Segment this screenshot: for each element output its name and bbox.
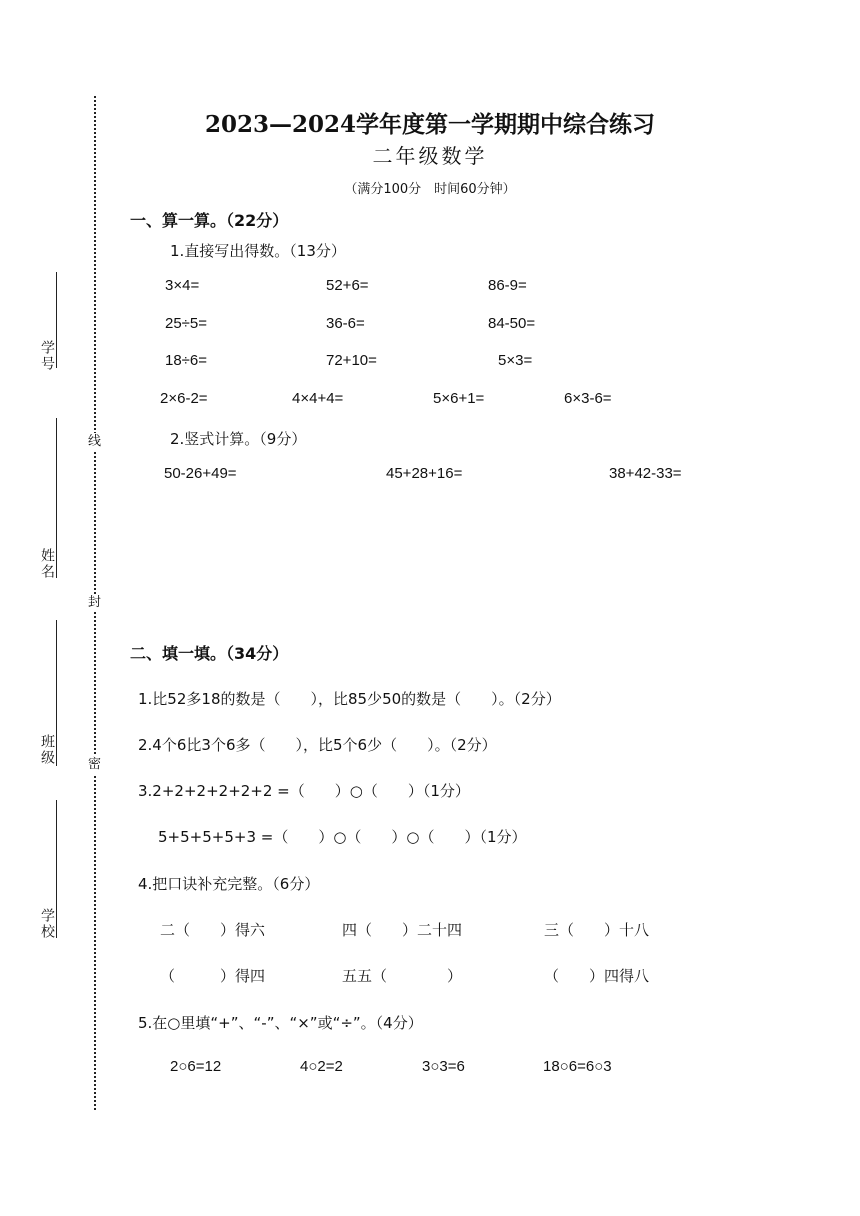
page-title: 2023—2024学年度第一学期期中综合练习 <box>204 111 656 138</box>
s1-q1-item: 5×6+1= <box>433 390 485 407</box>
student-id-label: 学号 <box>39 340 55 372</box>
section2-heading: 二、填一填。（34分） <box>130 644 289 663</box>
section1-heading: 一、算一算。（22分） <box>130 211 289 230</box>
class-line <box>56 620 57 766</box>
s2-q4-item: 五五（ ） <box>342 967 463 985</box>
s2-q3a: 3.2+2+2+2+2+2 =（ ）○（ ）（1分） <box>138 782 470 800</box>
s1-q1-item: 6×3-6= <box>564 390 612 407</box>
s1-q2-item: 38+42-33= <box>609 465 682 482</box>
s1-q2-label: 2.竖式计算。（9分） <box>170 430 307 448</box>
page-subtitle: 二年级数学 <box>372 144 488 168</box>
s1-q1-item: 25÷5= <box>165 315 208 332</box>
name-line <box>56 418 57 578</box>
s1-q2-item: 50-26+49= <box>164 465 237 482</box>
student-id-line <box>56 272 57 368</box>
s2-q3b: 5+5+5+5+3 =（ ）○（ ）○（ ）（1分） <box>158 828 527 846</box>
s2-q4-item: （ ）得四 <box>160 967 266 985</box>
s1-q1-item: 72+10= <box>326 352 377 369</box>
s1-q1-item: 52+6= <box>326 277 369 294</box>
s1-q1-label: 1.直接写出得数。（13分） <box>170 242 346 260</box>
name-label: 姓名 <box>39 548 55 580</box>
score-info: （满分100分 时间60分钟） <box>344 182 516 197</box>
s2-q5-label: 5.在○里填“+”、“-”、“×”或“÷”。（4分） <box>138 1014 423 1032</box>
seal-char-xian: 线 <box>88 434 102 449</box>
s2-q4-item: 四（ ）二十四 <box>342 921 463 939</box>
s2-q4-label: 4.把口诀补充完整。（6分） <box>138 875 320 893</box>
s1-q1-item: 36-6= <box>326 315 365 332</box>
class-label: 班级 <box>39 734 55 766</box>
s1-q2-item: 45+28+16= <box>386 465 463 482</box>
s2-q4-item: 二（ ）得六 <box>160 921 266 939</box>
s1-q1-item: 5×3= <box>498 352 533 369</box>
s1-q1-item: 2×6-2= <box>160 390 208 407</box>
seal-char-mi: 密 <box>88 757 102 772</box>
seal-char-feng: 封 <box>88 595 102 610</box>
s1-q1-item: 86-9= <box>488 277 527 294</box>
s1-q1-item: 18÷6= <box>165 352 208 369</box>
s1-q1-item: 4×4+4= <box>292 390 344 407</box>
s2-q4-item: 三（ ）十八 <box>544 921 650 939</box>
s1-q1-item: 84-50= <box>488 315 536 332</box>
s2-q5-item: 3○3=6 <box>422 1058 465 1075</box>
s2-q5-item: 2○6=12 <box>170 1058 222 1075</box>
s2-q5-item: 18○6=6○3 <box>543 1058 612 1075</box>
s2-q1: 1.比52多18的数是（ ），比85少50的数是（ ）。（2分） <box>138 690 561 708</box>
school-line <box>56 800 57 938</box>
s2-q2: 2.4个6比3个6多（ ），比5个6少（ ）。（2分） <box>138 736 497 754</box>
s2-q4-item: （ ）四得八 <box>544 967 650 985</box>
s2-q5-item: 4○2=2 <box>300 1058 343 1075</box>
school-label: 学校 <box>39 908 55 940</box>
s1-q1-item: 3×4= <box>165 277 200 294</box>
